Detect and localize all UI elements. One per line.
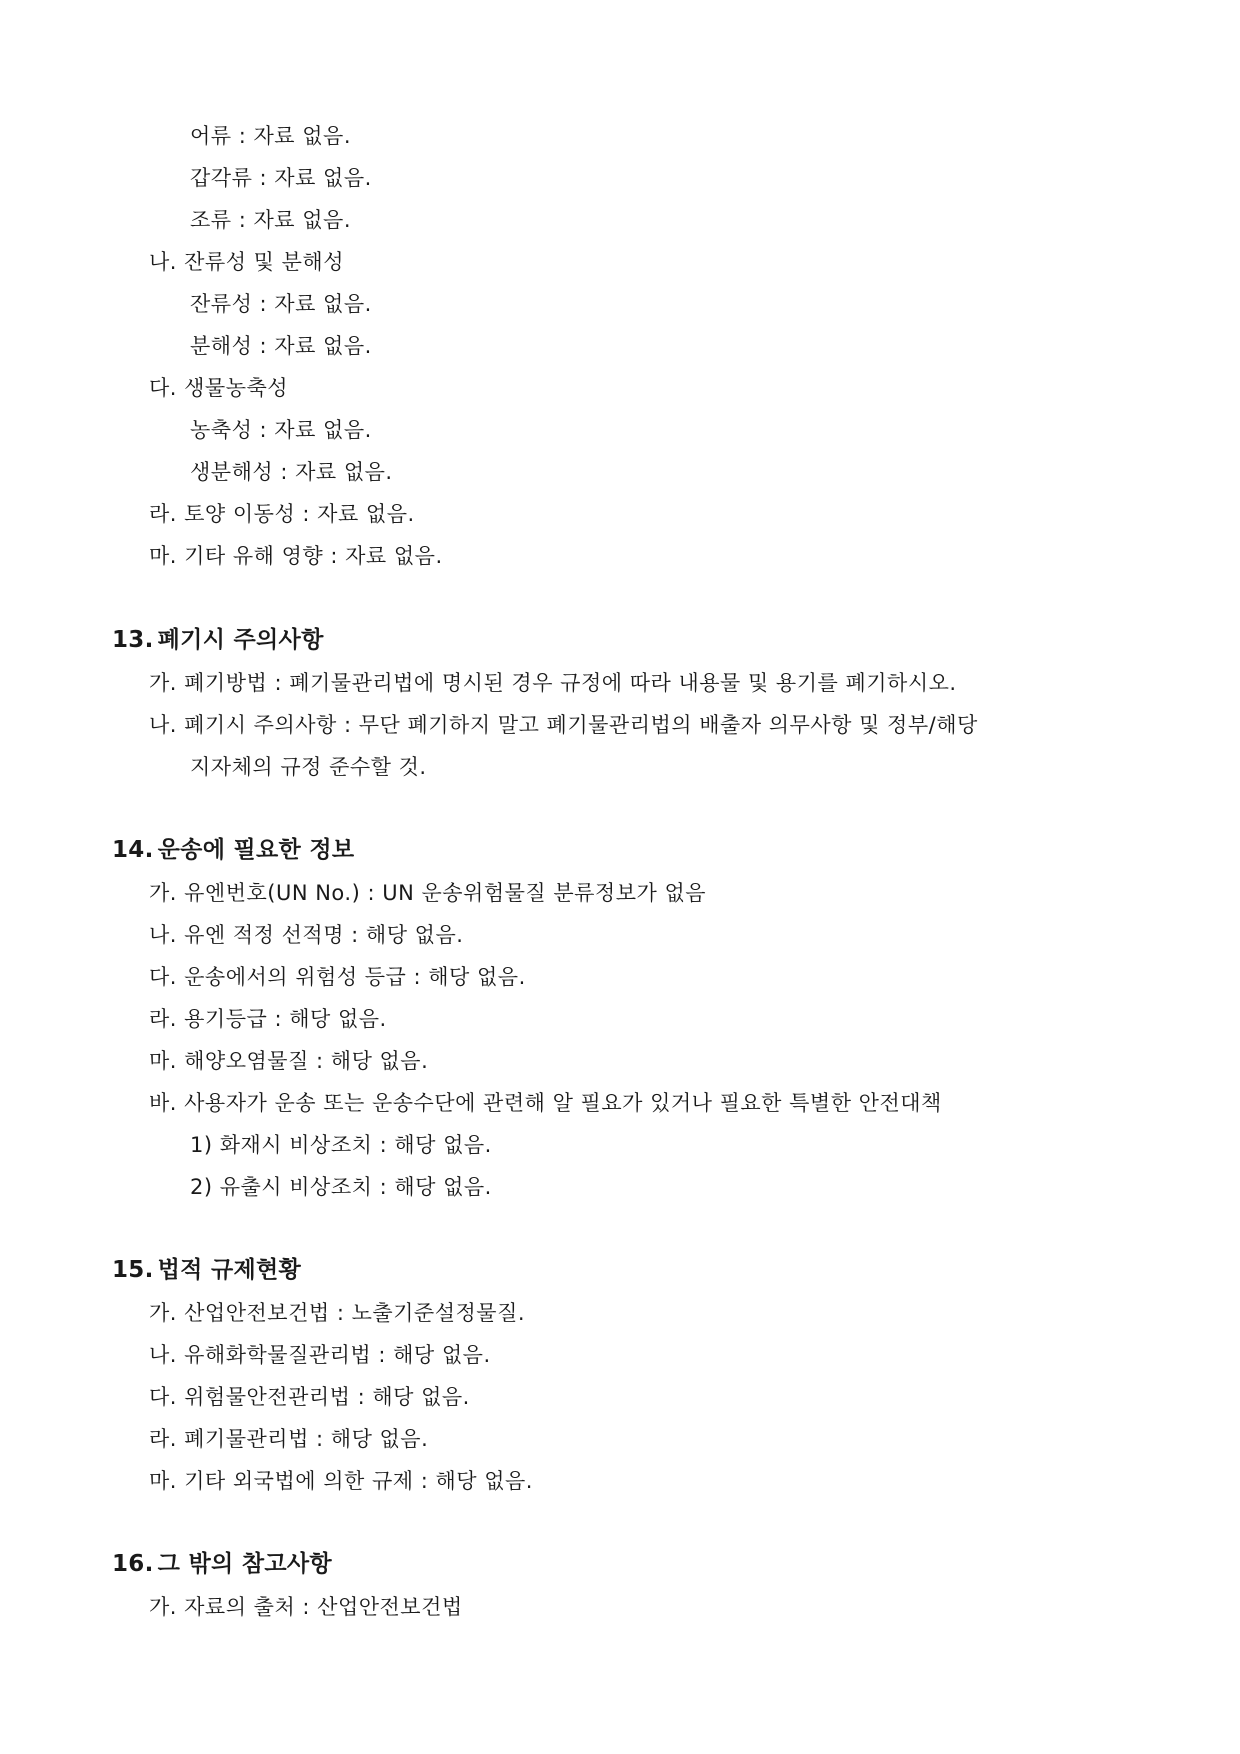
un-number: 가. 유엔번호(UN No.) : UN 운송위험물질 분류정보가 없음: [149, 881, 707, 905]
disposal-precaution-line1: 나. 폐기시 주의사항 : 무단 폐기하지 말고 폐기물관리법의 배출자 의무사항 및 정부/해당: [149, 713, 978, 737]
bioaccumulation-title: 다. 생물농축성: [149, 376, 289, 400]
disposal-precaution-line2: 지자체의 규정 준수할 것.: [190, 755, 427, 779]
section-14-number: 14.: [112, 837, 154, 863]
soil-mobility-line: 라. 토양 이동성 : 자료 없음.: [149, 502, 415, 526]
section-14-heading: [112, 835, 354, 865]
section-16-heading: [112, 1549, 332, 1579]
waste-management-law: 라. 폐기물관리법 : 해당 없음.: [149, 1427, 429, 1451]
persistence-value: 잔류성 : 자료 없음.: [190, 292, 372, 316]
ecotox-crustacean: 갑각류 : 자료 없음.: [190, 166, 372, 190]
section-13-heading: [112, 625, 324, 655]
marine-pollutant: 마. 해양오염물질 : 해당 없음.: [149, 1049, 429, 1073]
section-16-title: 그 밖의 참고사항: [157, 1551, 332, 1577]
toxic-chemicals-law: 나. 유해화학물질관리법 : 해당 없음.: [149, 1343, 491, 1367]
industrial-safety-law: 가. 산업안전보건법 : 노출기준설정물질.: [149, 1301, 526, 1325]
biodegradation-value: 생분해성 : 자료 없음.: [190, 460, 393, 484]
ecotox-fish: 어류 : 자료 없음.: [190, 124, 351, 148]
section-13-title: 폐기시 주의사항: [157, 627, 324, 653]
persistence-title: 나. 잔류성 및 분해성: [149, 250, 344, 274]
section-15-title: 법적 규제현황: [157, 1257, 302, 1283]
hazard-class: 다. 운송에서의 위험성 등급 : 해당 없음.: [149, 965, 526, 989]
section-13-number: 13.: [112, 627, 154, 653]
section-15-number: 15.: [112, 1257, 154, 1283]
data-source: 가. 자료의 출처 : 산업안전보건법: [149, 1595, 463, 1619]
section-15-heading: [112, 1255, 301, 1285]
section-14-title: 운송에 필요한 정보: [157, 837, 355, 863]
spill-emergency: 2) 유출시 비상조치 : 해당 없음.: [190, 1175, 492, 1199]
section-16-number: 16.: [112, 1551, 154, 1577]
bioaccumulation-value: 농축성 : 자료 없음.: [190, 418, 372, 442]
shipping-name: 나. 유엔 적정 선적명 : 해당 없음.: [149, 923, 464, 947]
packing-group: 라. 용기등급 : 해당 없음.: [149, 1007, 387, 1031]
fire-emergency: 1) 화재시 비상조치 : 해당 없음.: [190, 1133, 492, 1157]
degradability-value: 분해성 : 자료 없음.: [190, 334, 372, 358]
ecotox-bird: 조류 : 자료 없음.: [190, 208, 351, 232]
dangerous-goods-law: 다. 위험물안전관리법 : 해당 없음.: [149, 1385, 470, 1409]
other-effects-line: 마. 기타 유해 영향 : 자료 없음.: [149, 544, 443, 568]
disposal-method: 가. 폐기방법 : 폐기물관리법에 명시된 경우 규정에 따라 내용물 및 용기를 폐기하시오.: [149, 671, 957, 695]
foreign-regulations: 마. 기타 외국법에 의한 규제 : 해당 없음.: [149, 1469, 533, 1493]
special-precautions: 바. 사용자가 운송 또는 운송수단에 관련해 알 필요가 있거나 필요한 특별한 안전대책: [149, 1091, 942, 1115]
